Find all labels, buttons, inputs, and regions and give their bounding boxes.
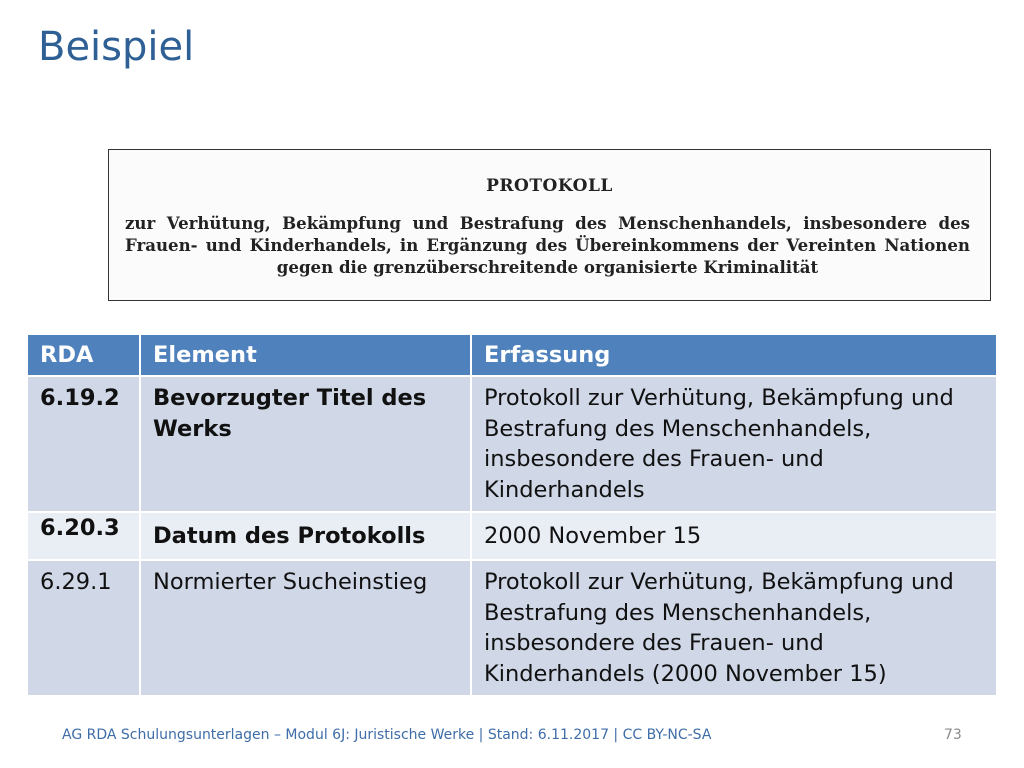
erfassung-value: 2000 November 15 (471, 512, 996, 560)
element-name: Datum des Protokolls (140, 512, 471, 560)
slide-footer: AG RDA Schulungsunterlagen – Modul 6J: Juristische Werke | Stand: 6.11.2017 | CC BY-NC-SA (62, 727, 712, 743)
erfassung-value: Protokoll zur Verhütung, Bekämpfung und Bestrafung des Menschenhandels, insbesondere des Frauen- und Kinderhandels (471, 376, 996, 512)
header-rda: RDA (28, 335, 140, 376)
title-page-scan (108, 149, 991, 301)
element-name: Bevorzugter Titel des Werks (140, 376, 471, 512)
table-header-row (28, 335, 996, 376)
rda-table (28, 335, 996, 695)
table-row (28, 560, 996, 695)
header-element: Element (140, 335, 471, 376)
scan-heading: PROTOKOLL (486, 176, 613, 196)
scan-text: zur Verhütung, Bekämpfung und Bestrafung des Menschenhandels, insbesondere des Frauen- und Kinderhandels, in Ergänzung des Übereinkommens der Vereinten Nationen gegen die grenzüberschreitende organisierte Kriminalität (125, 213, 970, 277)
element-name: Normierter Sucheinstieg (140, 560, 471, 695)
page-number: 73 (944, 727, 962, 743)
table-row (28, 512, 996, 560)
rda-number: 6.20.3 (28, 512, 140, 560)
erfassung-value: Protokoll zur Verhütung, Bekämpfung und Bestrafung des Menschenhandels, insbesondere des Frauen- und Kinderhandels (2000 November 15) (471, 560, 996, 695)
rda-number: 6.19.2 (28, 376, 140, 512)
slide-title: Beispiel (38, 24, 195, 70)
rda-number: 6.29.1 (28, 560, 140, 695)
header-erfassung: Erfassung (471, 335, 996, 376)
table-row (28, 376, 996, 512)
